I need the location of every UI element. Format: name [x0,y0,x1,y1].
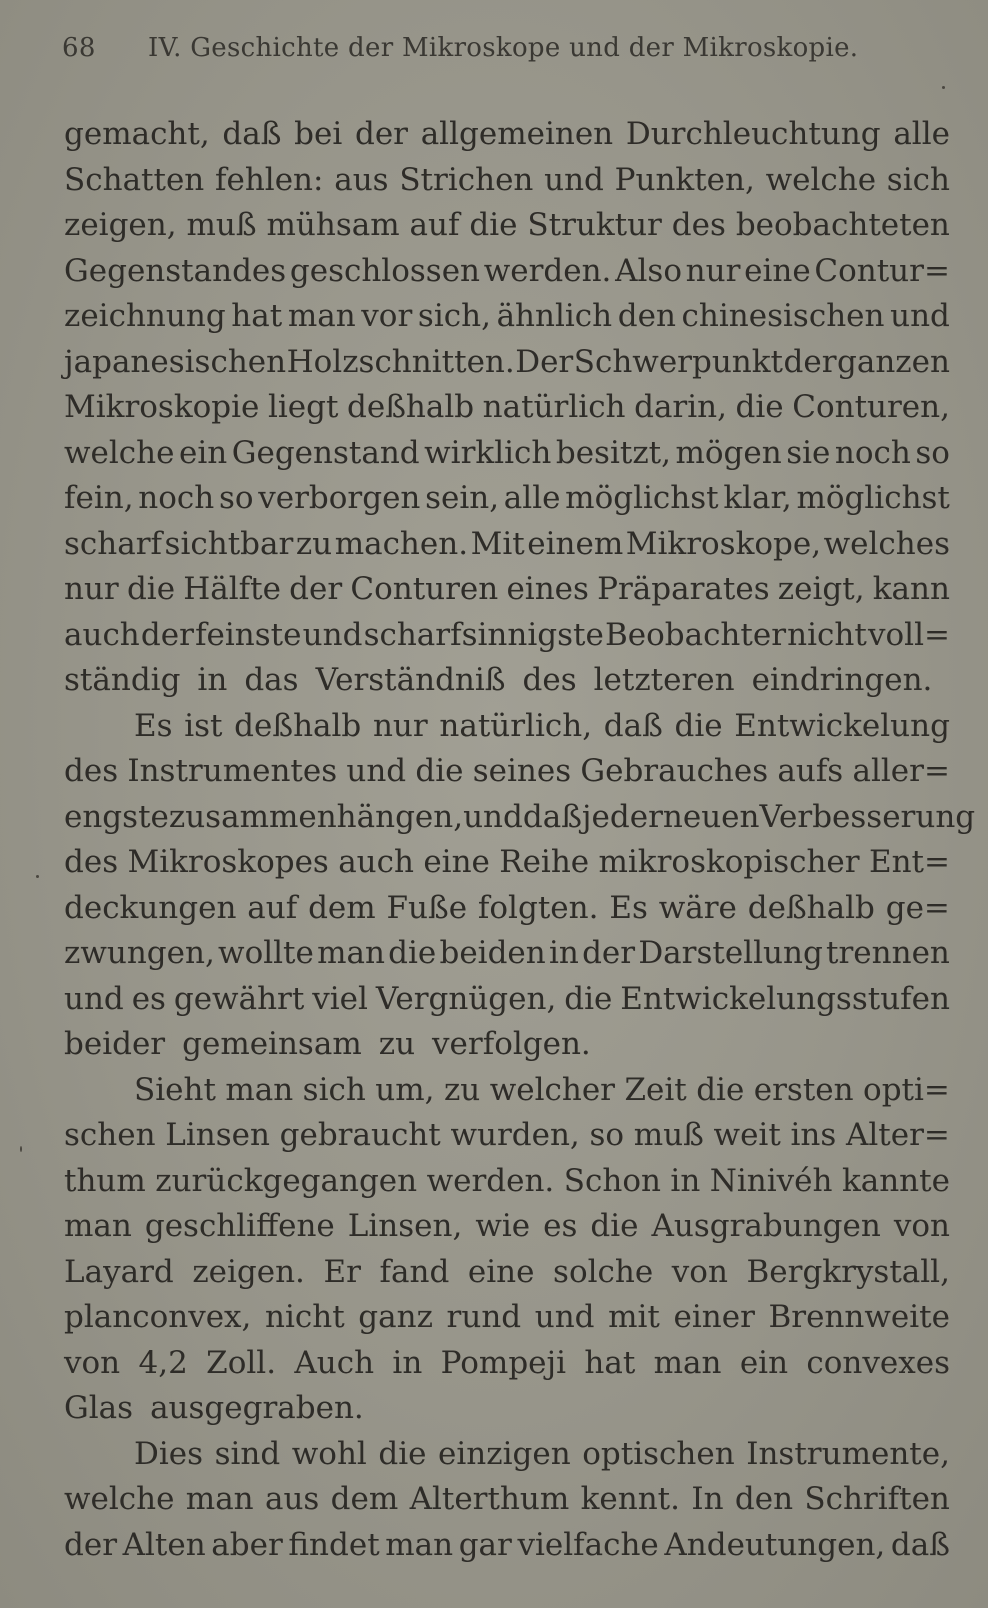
word: zu [295,525,333,562]
word: Punkten, [614,161,755,198]
word: Schriften [804,1481,950,1517]
word: um, [375,1071,435,1108]
word: natürlich, [439,707,593,744]
word: kennt. [580,1481,680,1517]
word: Präparates [597,571,770,607]
word: aus [264,1481,320,1517]
word: japanesischen [64,343,287,380]
word: muß [186,207,257,243]
text-line [64,977,950,1023]
word: Bergkrystall, [746,1253,950,1290]
word: wollte [218,935,314,971]
word: mühsam [266,207,400,243]
word: Mikroskope, [625,525,822,562]
word: alle [893,116,950,152]
text-line [64,340,950,386]
word: Hälfte [183,571,281,607]
word: thum [64,1162,146,1199]
word: daß [603,707,663,744]
word: fehlen: [215,161,324,198]
text-line [64,385,950,431]
word: zu [443,1071,481,1108]
word: von [64,1344,121,1381]
word: Fuße [386,889,468,926]
word: kannte [841,1162,950,1199]
word: Contur= [814,252,950,289]
word: Andeutungen, [664,1526,886,1563]
word: man [653,1344,722,1381]
word: sich [302,1071,366,1108]
word: ein [739,1344,789,1381]
word: Darstellung [638,935,823,971]
word: muß [633,1117,704,1153]
paper-speck [36,875,39,878]
word: wurden, [450,1117,580,1153]
word: auf [247,889,298,926]
word: seines [472,753,572,789]
word: Holzschnitten. [286,343,515,380]
word: Mikroskopie [64,389,260,425]
word: der [64,1526,118,1563]
text-line [64,840,950,886]
word: in [548,935,579,971]
word: den [617,298,676,334]
word: der [783,343,837,380]
word: zurückgegangen [155,1162,418,1199]
word: beiden [439,935,546,971]
word: 4,2 [138,1344,188,1381]
word: voll= [867,616,950,653]
word: Es [134,707,173,744]
word: es [131,980,166,1017]
word: man [385,1526,454,1563]
word: die [126,571,176,607]
word: wie [475,1208,531,1244]
word: convexes [806,1344,950,1381]
word: kann [872,571,950,607]
word: man [64,1208,132,1244]
word: gewährt [173,980,305,1017]
word: Gegenstandes [64,252,287,289]
word: deßhalb [234,707,362,744]
paper-speck [942,86,945,89]
word: man [317,935,385,971]
word: auch [64,616,140,653]
word: mikroskopischer [598,844,860,880]
word: und [463,798,523,835]
word: folgten. [477,889,599,926]
word: weit [713,1117,781,1153]
word: welches [823,525,950,562]
running-title: IV. Geschichte der Mikroskope und der Mikroskopie. [148,33,859,63]
word: sich [886,161,950,198]
word: dem [308,889,376,926]
word: Reihe [499,844,590,880]
word: besitzt, [555,434,671,471]
word: in [670,1162,701,1199]
word: Durchleuchtung [625,116,881,152]
word: machen. [334,525,469,562]
word: daß [522,798,582,835]
word: findet [288,1526,380,1563]
word: daß [222,116,282,152]
word: neuen [662,798,760,835]
text-line [64,795,976,841]
word: eindringen. [751,662,933,698]
word: scharf [64,525,163,562]
word: man [225,1071,294,1108]
word: Er [323,1253,361,1290]
word: Linsen [165,1117,270,1153]
word: Mikroskopes [127,844,329,880]
word: Entwickelungsstufen [620,980,950,1017]
word: Ninivéh [709,1162,833,1199]
page-number: 68 [62,33,96,63]
word: und [64,980,124,1017]
word: sichtbar [164,525,294,562]
word: und [302,616,363,653]
text-line [64,158,950,204]
word: Ausgrabungen [651,1208,881,1244]
text-line [64,112,950,158]
text-line [64,931,950,977]
word: möglichst [796,480,950,516]
word: natürlich [482,389,626,425]
word: deckungen [64,889,237,926]
word: Alterthum [409,1481,570,1517]
word: Gegenstand [231,434,420,471]
word: auch [338,844,414,880]
word: wirklich [424,434,552,471]
text-line [64,886,950,932]
word: viel [312,980,368,1017]
word: eines [506,571,589,607]
word: In [691,1481,724,1517]
word: den [734,1481,794,1517]
word: Der [515,343,574,380]
word: sie [786,434,831,471]
word: mit [608,1299,660,1335]
text-line [64,1432,950,1478]
word: zwungen, [64,935,215,971]
word: so [589,1117,625,1153]
word: Conturen [350,571,499,607]
word: Alten [122,1526,206,1563]
word: solche [553,1253,654,1290]
text-line [64,249,950,295]
word: mögen [675,434,782,471]
word: die [378,1435,427,1472]
text-line [64,1477,950,1523]
word: und [534,1299,595,1335]
word: rund [446,1299,522,1335]
word: möglichst [565,480,719,516]
word: einzigen [438,1435,571,1472]
word: hat [231,298,283,334]
word: Strichen [399,161,534,198]
word: deßhalb [747,889,875,926]
word: Brennweite [768,1299,950,1335]
text-line [64,1159,950,1205]
word: Verständniß [315,662,506,698]
word: einer [673,1299,755,1335]
text-line [64,294,950,340]
word: geschliffene [144,1208,335,1244]
word: Schwerpunkt [573,343,784,380]
word: wohl [291,1435,367,1472]
word: des [64,753,119,789]
word: allgemeinen [420,116,614,152]
text-line [64,1341,950,1387]
word: opti= [863,1071,950,1108]
word: Layard [64,1253,174,1290]
text-line [64,522,950,568]
running-head [62,28,862,68]
text-line [64,613,950,659]
word: zeigt, [777,571,865,607]
word: Glas [64,1390,134,1426]
word: sein, [425,480,500,516]
word: vor [361,298,413,334]
word: der [582,935,636,971]
word: bei [294,116,343,152]
word: noch [138,480,215,516]
word: ausgegraben. [150,1390,364,1426]
word: Gebrauches [580,753,769,789]
body-text [64,112,976,1568]
word: Verbesserung [759,798,976,835]
word: jeder [581,798,663,835]
word: planconvex, [64,1299,252,1335]
word: von [893,1208,950,1244]
word: von [671,1253,728,1290]
word: man [185,1481,254,1517]
word: Zoll. [206,1344,277,1381]
word: ge= [885,889,950,926]
word: so [218,480,254,516]
word: des [671,207,726,243]
word: Alter= [846,1117,950,1153]
word: beobachteten [735,207,950,243]
word: klar, [723,480,792,516]
word: es [543,1208,578,1244]
text-line [64,1204,950,1250]
text-line [64,431,950,477]
word: man [287,298,356,334]
text-line [64,1295,950,1341]
word: ganz [358,1299,433,1335]
word: zeigen. [192,1253,305,1290]
word: Es [609,889,648,926]
word: der [289,571,343,607]
word: trennen [826,935,950,971]
word: engste [64,798,169,835]
word: zeigen, [64,207,177,243]
word: ständig [64,662,181,698]
word: eine [467,1253,535,1290]
word: Entwickelung [734,707,950,744]
word: Dies [134,1435,204,1472]
word: sich, [417,298,491,334]
text-line [64,1022,950,1068]
word: liegt [267,389,339,425]
word: schen [64,1117,156,1153]
word: Pompeji [440,1344,567,1381]
word: ganzen [837,343,950,380]
text-line [64,1250,950,1296]
text-line [64,1523,950,1569]
word: ins [790,1117,837,1153]
word: Instrumentes [127,753,338,789]
word: in [392,1344,423,1381]
word: feinste [195,616,302,653]
word: und [544,161,604,198]
word: welche [64,1481,175,1517]
word: alle [503,480,561,516]
word: aller= [852,753,950,789]
word: Also [615,252,682,289]
text-line [64,704,950,750]
word: optischen [582,1435,735,1472]
word: ähnlich [496,298,613,334]
word: welche [64,434,175,471]
text-line [64,749,950,795]
word: beider [64,1026,166,1062]
word: nur [64,571,119,607]
word: des [64,844,119,880]
word: wäre [658,889,737,926]
word: fein, [64,480,134,516]
word: zusammenhängen, [168,798,464,835]
word: sind [214,1435,281,1472]
word: Mit [470,525,525,562]
word: Beobachter [604,616,787,653]
word: die [590,1208,639,1244]
word: nur [685,252,741,289]
word: darin, [634,389,727,425]
word: Sieht [134,1071,216,1108]
word: die [674,707,723,744]
word: gar [458,1526,512,1563]
word: Linsen, [347,1208,463,1244]
text-line [64,203,950,249]
word: Schon [563,1162,661,1199]
word: die [388,935,437,971]
word: fand [379,1253,450,1290]
word: verfolgen. [432,1026,591,1062]
text-line [64,567,950,613]
word: Auch [294,1344,375,1381]
word: scharfsinnigste [363,616,604,653]
word: verborgen [258,480,421,516]
word: werden. [426,1162,555,1199]
word: hat [584,1344,636,1381]
word: vielfache [517,1526,659,1563]
word: nur [372,707,428,744]
word: Schatten [64,161,205,198]
word: dem [330,1481,399,1517]
word: Conturen, [792,389,950,425]
word: daß [890,1526,950,1563]
word: noch [834,434,911,471]
word: ein [178,434,228,471]
word: Ent= [868,844,950,880]
word: gebraucht [279,1117,441,1153]
word: ist [184,707,223,744]
word: und [346,753,407,789]
word: der [354,116,408,152]
word: ersten [753,1071,854,1108]
paper-speck [20,1146,22,1152]
word: auf [409,207,460,243]
word: gemeinsam [182,1026,362,1062]
word: Struktur [527,207,662,243]
word: und [890,298,950,334]
text-line [64,1068,950,1114]
word: chinesischen [681,298,885,334]
word: zu [378,1026,416,1062]
word: welche [765,161,877,198]
word: deßhalb [347,389,475,425]
word: zeichnung [64,298,226,334]
word: das [244,662,299,698]
word: welcher [489,1071,616,1108]
text-line [64,658,950,704]
text-line [64,1113,950,1159]
word: nicht [265,1299,345,1335]
word: der [140,616,194,653]
word: so [915,434,950,471]
word: aus [334,161,389,198]
word: letzteren [593,662,735,698]
word: gemacht, [64,116,210,152]
word: des [522,662,577,698]
word: Vergnügen, [375,980,557,1017]
text-line [64,476,950,522]
word: die [696,1071,745,1108]
word: die [735,389,784,425]
word: eine [744,252,811,289]
word: geschlossen [289,252,481,289]
word: die [415,753,464,789]
word: aufs [777,753,844,789]
word: einem [527,525,624,562]
word: die [469,207,518,243]
word: Zeit [624,1071,687,1108]
text-line [64,1386,950,1432]
word: werden. [483,252,612,289]
word: in [197,662,228,698]
word: eine [423,844,490,880]
word: aber [211,1526,283,1563]
word: Instrumente, [746,1435,950,1472]
word: nicht [787,616,867,653]
word: die [564,980,613,1017]
